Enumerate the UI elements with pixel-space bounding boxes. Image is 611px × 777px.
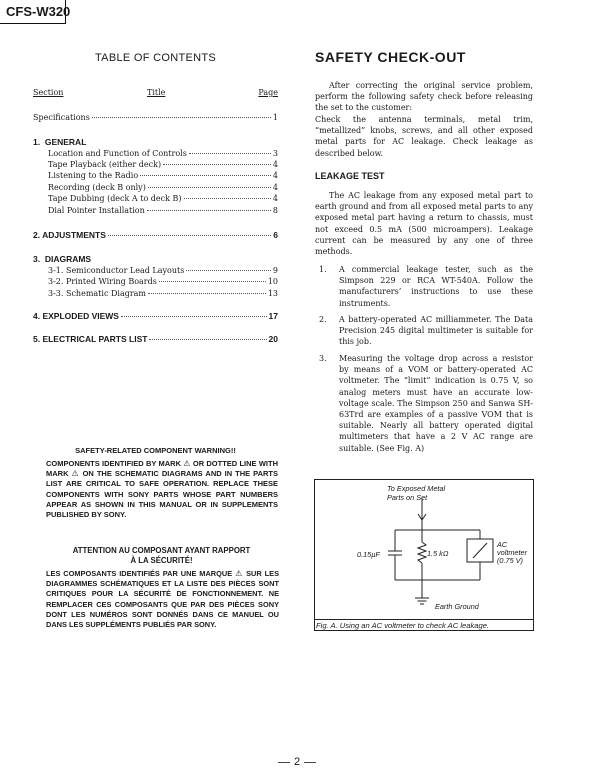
toc-entry-label: 3-1. Semiconductor Lead Layouts xyxy=(48,266,185,275)
toc-entry-page: 8 xyxy=(272,206,278,215)
figure-caption-bar xyxy=(314,619,534,632)
model-number-tab: CFS-W320 xyxy=(0,0,66,24)
toc-entry-page: 20 xyxy=(268,334,278,344)
col-section-header: Section xyxy=(33,88,64,97)
toc-entry[interactable] xyxy=(33,183,278,193)
earth-ground-label: Earth Ground xyxy=(435,602,479,611)
toc-section-parts-list[interactable] xyxy=(33,334,278,344)
toc-entry[interactable] xyxy=(33,160,278,170)
safety-warning-title: SAFETY-RELATED COMPONENT WARNING!! xyxy=(75,446,236,455)
col-title-header: Title xyxy=(147,88,166,97)
toc-section-diagrams: 3. DIAGRAMS xyxy=(33,254,92,264)
toc-entry-page: 4 xyxy=(272,171,278,180)
toc-column-headers xyxy=(33,88,278,99)
safety-intro-text-2: Check the antenna terminals, metal trim, “metallized” knobs, screws, and all other exposed metal parts for AC leakage. Check leakage as described below. xyxy=(315,115,533,158)
toc-entry-page: 17 xyxy=(268,311,278,321)
toc-entry-page: 3 xyxy=(272,149,278,158)
resistor-label: 1.5 kΩ xyxy=(427,549,449,558)
toc-entry-label: 3-3. Schematic Diagram xyxy=(48,289,147,298)
toc-entry[interactable] xyxy=(33,289,278,299)
toc-entry-label: 3-2. Printed Wiring Boards xyxy=(48,277,157,286)
toc-entry-page: 9 xyxy=(272,266,278,275)
toc-entry-label: 5. ELECTRICAL PARTS LIST xyxy=(33,334,148,344)
toc-entry-label: Dial Pointer Installation xyxy=(48,206,145,215)
toc-entry-page: 6 xyxy=(273,230,278,240)
toc-entry[interactable] xyxy=(33,277,278,287)
safety-warning-text-fr: LES COMPOSANTS IDENTIFIÉS PAR UNE MARQUE ⚠ SUR LES DIAGRAMMES SCHÉMATIQUES ET LA LISTE DES PIÈCES SONT CRITIQUES POUR LA SÉCURITÉ DE FONCTIONNEMENT. NE REMPLACER CES COMPOSANTS QUE PAR DES PIÈCES SONY DONT LES NUMÉROS SONT DONNÉS DANS CE MANUEL OU DANS LES SUPPLÉMENTS PUBLIÉS PAR SONY. xyxy=(46,569,279,630)
toc-section-general: 1. GENERAL xyxy=(33,137,87,147)
leakage-test-heading: LEAKAGE TEST xyxy=(315,171,385,181)
toc-entry-label: Listening to the Radio xyxy=(48,171,139,180)
toc-entry[interactable] xyxy=(33,149,278,159)
toc-section-adjustments[interactable] xyxy=(33,230,278,240)
toc-section-exploded-views[interactable] xyxy=(33,311,278,321)
safety-checkout-title: SAFETY CHECK-OUT xyxy=(315,49,466,65)
warning-triangle-icon: ⚠ xyxy=(183,459,191,468)
figure-a-circuit-diagram xyxy=(314,479,534,631)
toc-entry-page: 10 xyxy=(267,277,278,286)
leakage-test-text: The AC leakage from any exposed metal part to earth ground and from all exposed metal parts to any exposed metal part having a return to chassis, must not exceed 0.5 mA (500 microampers). Leakage current can be measured by any one of three methods. xyxy=(315,191,533,257)
toc-entry[interactable] xyxy=(33,266,278,276)
toc-entry-label: 4. EXPLODED VIEWS xyxy=(33,311,119,321)
toc-entry-label: Specifications xyxy=(33,113,90,122)
toc-entry-label: Location and Function of Controls xyxy=(48,149,187,158)
safety-warning-text: COMPONENTS IDENTIFIED BY MARK ⚠ OR DOTTED LINE WITH MARK ⚠ ON THE SCHEMATIC DIAGRAMS AND IN THE PARTS LIST ARE CRITICAL TO SAFE OPERATION. REPLACE THESE COMPONENTS WITH SONY PARTS WHOSE PART NUMBERS APPEAR AS SHOWN IN THIS MANUAL OR IN SUPPLEMENTS PUBLISHED BY SONY. xyxy=(46,459,278,520)
toc-entry[interactable] xyxy=(33,194,278,204)
page-number: 2 xyxy=(262,756,332,768)
warning-triangle-icon: ⚠ xyxy=(71,469,80,479)
warning-triangle-icon: ⚠ xyxy=(235,569,244,578)
toc-entry[interactable] xyxy=(33,206,278,216)
figure-label-top: To Exposed Metal Parts on Set xyxy=(387,484,446,502)
safety-intro-text: After correcting the original service problem, perform the following safety check before releasing the set to the customer: xyxy=(315,81,533,113)
toc-entry[interactable] xyxy=(33,171,278,181)
capacitor-label: 0.15µF xyxy=(357,550,380,559)
toc-entry-page: 4 xyxy=(272,160,278,169)
toc-entry-label: 2. ADJUSTMENTS xyxy=(33,230,106,240)
col-page-header: Page xyxy=(258,88,278,97)
toc-entry-specifications[interactable] xyxy=(33,113,278,123)
toc-entry-page: 4 xyxy=(272,194,278,203)
toc-title: TABLE OF CONTENTS xyxy=(94,52,217,64)
toc-entry-label: Tape Playback (either deck) xyxy=(48,160,162,169)
toc-entry-label: Recording (deck B only) xyxy=(48,183,146,192)
voltmeter-label: AC voltmeter (0.75 V) xyxy=(497,540,528,565)
safety-warning-title-fr: ATTENTION AU COMPOSANT AYANT RAPPORT À LA SÉCURITÉ! xyxy=(72,546,251,565)
figure-caption: Fig. A. Using an AC voltmeter to check AC leakage. xyxy=(316,621,490,630)
toc-entry-page: 1 xyxy=(272,113,278,122)
toc-entry-page: 4 xyxy=(272,183,278,192)
toc-entry-label: Tape Dubbing (deck A to deck B) xyxy=(48,194,182,203)
toc-entry-page: 13 xyxy=(267,289,278,298)
